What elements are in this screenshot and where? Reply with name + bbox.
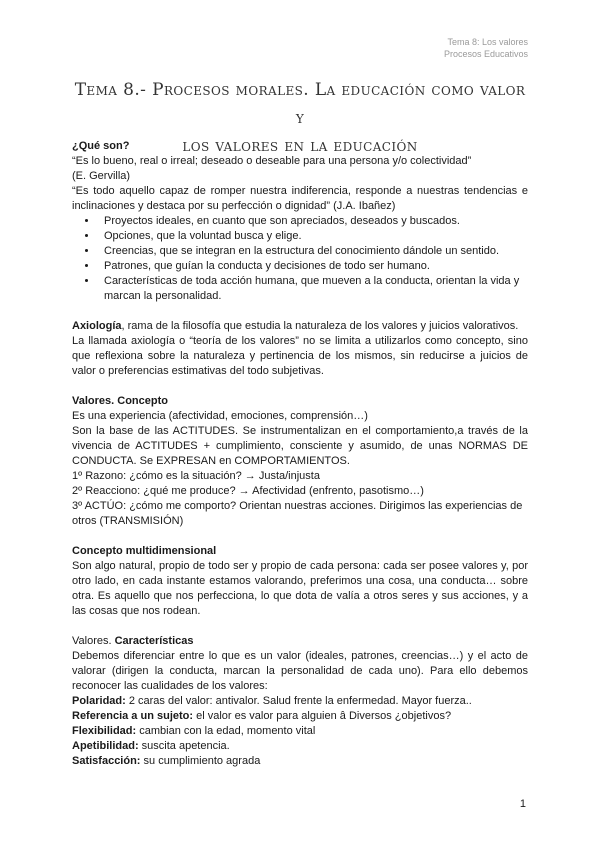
- quality-item: [72, 694, 528, 709]
- quality-text: 2 caras del valor: antivalor. Salud frente la enfermedad. Mayor fuerza..: [125, 695, 472, 707]
- quality-term: Polaridad:: [72, 695, 126, 707]
- axiologia-paragraph: La llamada axiología o “teoría de los valores” no se limita a utilizarlos como concepto, sino que reflexiona sobre la naturaleza y pertinencia de los mismos, sin reducirse a juicios de valor o preferencias estimativas del todo subjetivas.: [72, 335, 528, 377]
- quality-item: [72, 739, 528, 754]
- header-topic: Tema 8: Los valores: [447, 37, 528, 47]
- section-heading-caracteristicas: [72, 634, 528, 649]
- section-heading-concepto: Valores. Concepto: [72, 395, 168, 407]
- quality-term: Satisfacción:: [72, 755, 141, 767]
- section-heading-multidimensional: Concepto multidimensional: [72, 545, 217, 557]
- quality-text: su cumplimiento agrada: [140, 755, 261, 767]
- title-line-2: los valores en la educación: [182, 136, 418, 156]
- step-razono: 1º Razono: ¿cómo es la situación? → Justa/injusta: [72, 470, 320, 482]
- list-item: • Patrones, que guían la conducta y decisiones de todo ser humano.: [98, 259, 528, 274]
- list-item: • Características de toda acción humana, que mueven a la conducta, orientan la vida y marcan la personalidad.: [98, 274, 528, 304]
- page-number: 1: [519, 798, 526, 810]
- axiologia-definition: [72, 319, 528, 334]
- step-reacciono: 2º Reacciono: ¿qué me produce? → Afectividad (enfrento, pasotismo…): [72, 485, 424, 497]
- quality-term: Referencia a un sujeto:: [72, 710, 194, 722]
- quote-ibanez: “Es todo aquello capaz de romper nuestra indiferencia, responde a nuestras tendencias e inclinaciones y destaca por su perfección o dignidad” (J.A. Ibañez): [72, 185, 528, 212]
- multidimensional-paragraph: Son algo natural, propio de todo ser y propio de cada persona: cada ser posee valores y, por otro lado, en cada instante estamos valorando, preferimos una cosa, una conducta… sobre otra. Es aquello que nos perfecciona, lo que dota de valía a otros seres y sus acciones, y a las cosas que nos rodean.: [72, 560, 528, 617]
- caracteristicas-paragraph: Debemos diferenciar entre lo que es un valor (ideales, patrones, creencias…) y el acto de valorar (dirigen la conducta, marcan la personalidad de cada uno). Para ello debemos reconocer las cualidades de los valores:: [72, 650, 528, 692]
- section-heading-que-son: ¿Qué son?: [72, 140, 130, 152]
- main-content: [72, 139, 528, 769]
- title-line-1: Tema 8.- Procesos morales. La educación como valor y: [74, 80, 526, 128]
- quality-text: el valor es valor para alguien â Diversos ¿objetivos?: [193, 710, 452, 722]
- axiologia-text: , rama de la filosofía que estudia la naturaleza de los valores y juicios valorativos.: [121, 320, 519, 332]
- quality-item: [72, 724, 528, 739]
- quote-author-gervilla: (E. Gervilla): [72, 170, 131, 182]
- heading-plain: Valores.: [72, 635, 115, 647]
- quality-item: [72, 709, 528, 724]
- axiologia-term: Axiología: [72, 320, 122, 332]
- quality-text: suscita apetencia.: [138, 740, 230, 752]
- values-definition-list: [72, 214, 528, 304]
- header-course: Procesos Educativos: [443, 49, 528, 59]
- list-item: • Creencias, que se integran en la estructura del conocimiento dándole un sentido.: [98, 244, 528, 259]
- list-item: • Proyectos ideales, en cuanto que son apreciados, deseados y buscados.: [98, 214, 528, 229]
- running-header: [444, 36, 528, 60]
- quality-term: Apetibilidad:: [72, 740, 139, 752]
- concept-paragraph: Son la base de las ACTITUDES. Se instrumentalizan en el comportamiento,a través de la vivencia de ACTITUDES + cumplimiento, consciente y asumido, de unas NORMAS DE CONDUCTA. Se EXPRESAN en COMPORTAMIENTOS.: [72, 425, 528, 467]
- quality-item: [72, 754, 528, 769]
- concept-line: Es una experiencia (afectividad, emociones, comprensión…): [72, 410, 368, 422]
- list-item: • Opciones, que la voluntad busca y elige.: [98, 229, 528, 244]
- quality-text: cambian con la edad, momento vital: [136, 725, 316, 737]
- quote-gervilla: “Es lo bueno, real o irreal; deseado o deseable para una persona y/o colectividad”: [72, 155, 472, 167]
- step-actuo: 3º ACTÚO: ¿cómo me comporto? Orientan nuestras acciones. Dirigimos las experiencias de otros (TRANSMISIÓN): [72, 500, 523, 527]
- quality-term: Flexibilidad:: [72, 725, 137, 737]
- heading-bold: Características: [114, 635, 194, 647]
